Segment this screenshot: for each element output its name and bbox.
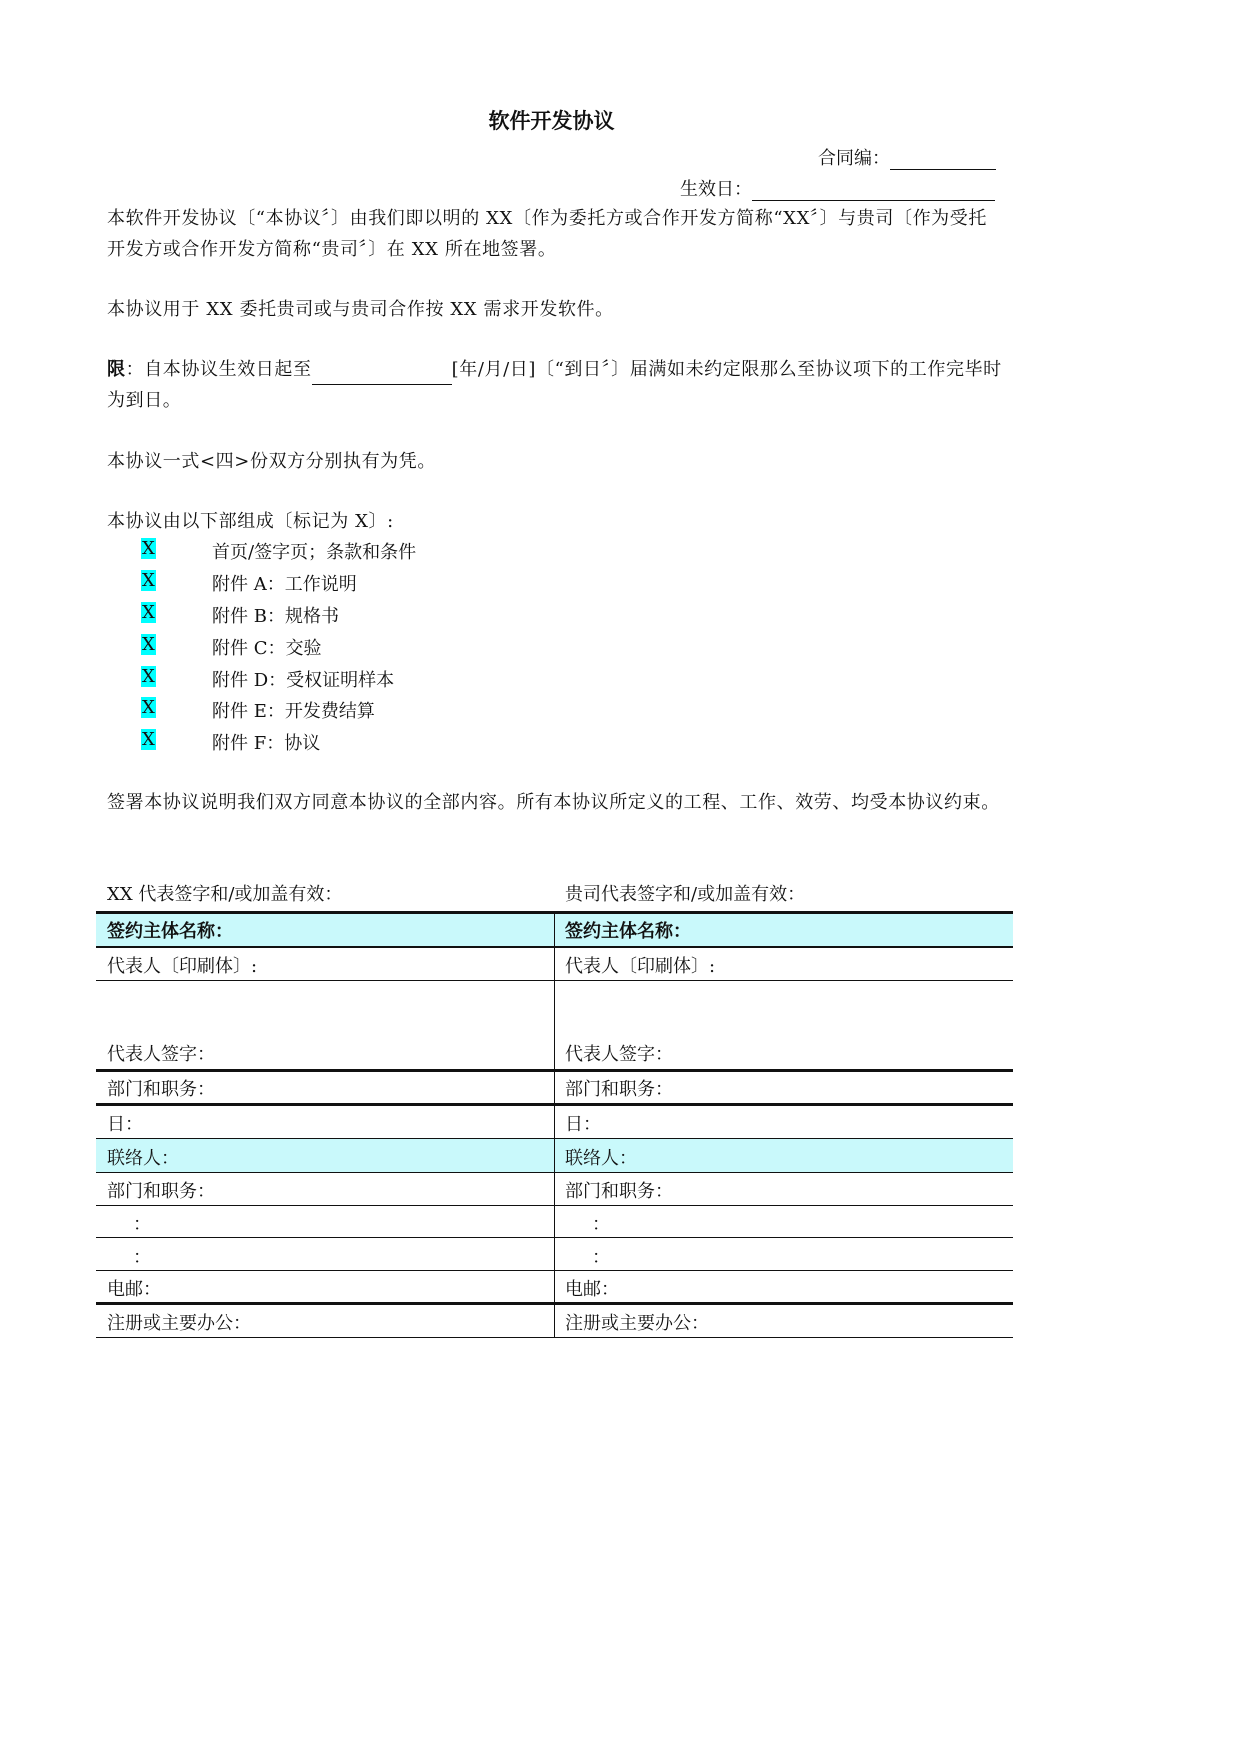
effective-date-label: 生效日： bbox=[680, 179, 752, 200]
component-label: 附件 B：规格书 bbox=[212, 606, 339, 627]
intro-paragraph: 本软件开发协议〔“本协议〞〕由我们即以明的 XX〔作为委托方或合作开发方简称“XX〞〕与贵司〔作为受托开发方或合作开发方简称“贵司〞〕在 XX 所在地签署。 bbox=[107, 208, 987, 260]
right-rep-signature[interactable]: 代表人签字： bbox=[565, 1044, 673, 1065]
left-office[interactable]: 注册或主要办公： bbox=[107, 1313, 251, 1334]
left-email[interactable]: 电邮： bbox=[107, 1279, 161, 1300]
left-blank-field-2[interactable]: ： bbox=[133, 1247, 151, 1268]
checkbox-mark[interactable]: X bbox=[142, 538, 155, 559]
left-blank-field-1[interactable]: ： bbox=[133, 1214, 151, 1235]
right-blank-field-2[interactable]: ： bbox=[592, 1247, 610, 1268]
component-label: 附件 D：受权证明样本 bbox=[212, 670, 395, 691]
term-text-2: [年/月/日]〔“到日〞〕届满如未约定限那么至协议项下的工作完毕时为到日。 bbox=[107, 359, 1002, 411]
component-label: 附件 A：工作说明 bbox=[212, 574, 357, 595]
checkbox-mark[interactable]: X bbox=[142, 697, 155, 718]
checkbox-mark[interactable]: X bbox=[142, 729, 155, 750]
component-label: 附件 E：开发费结算 bbox=[212, 701, 375, 722]
term-paragraph bbox=[107, 354, 1005, 416]
component-label: 附件 C：交验 bbox=[212, 638, 322, 659]
left-dept-title[interactable]: 部门和职务： bbox=[107, 1079, 215, 1100]
contract-number-field[interactable] bbox=[818, 144, 996, 170]
sign-right-heading: 贵司代表签字和/或加盖有效： bbox=[565, 884, 806, 905]
purpose-paragraph: 本协议用于 XX 委托贵司或与贵司合作按 XX 需求开发软件。 bbox=[107, 299, 614, 320]
term-label: 限 bbox=[107, 359, 126, 380]
checkbox-mark[interactable]: X bbox=[142, 570, 155, 591]
left-contact-dept[interactable]: 部门和职务： bbox=[107, 1181, 215, 1202]
left-rep-print[interactable]: 代表人〔印刷体〕: bbox=[107, 956, 258, 977]
right-entity-name[interactable]: 签约主体名称： bbox=[565, 921, 691, 942]
right-rep-print[interactable]: 代表人〔印刷体〕: bbox=[565, 956, 716, 977]
left-date[interactable]: 日： bbox=[107, 1114, 143, 1135]
left-contact[interactable]: 联络人： bbox=[107, 1148, 179, 1169]
copies-paragraph: 本协议一式<四>份双方分别执有为凭。 bbox=[107, 451, 436, 472]
component-label: 首页/签字页；条款和条件 bbox=[212, 542, 417, 563]
document-title: 软件开发协议 bbox=[488, 108, 615, 133]
table-column-divider bbox=[554, 912, 555, 1338]
effective-date-blank[interactable] bbox=[752, 180, 995, 201]
sign-left-heading: XX 代表签字和/或加盖有效： bbox=[107, 884, 343, 905]
left-rep-signature[interactable]: 代表人签字： bbox=[107, 1044, 215, 1065]
right-date[interactable]: 日： bbox=[565, 1114, 601, 1135]
component-label: 附件 F：协议 bbox=[212, 733, 321, 754]
right-dept-title[interactable]: 部门和职务： bbox=[565, 1079, 673, 1100]
right-blank-field-1[interactable]: ： bbox=[592, 1214, 610, 1235]
right-contact[interactable]: 联络人： bbox=[565, 1148, 637, 1169]
term-text-1: ：自本协议生效日起至 bbox=[125, 359, 312, 380]
right-office[interactable]: 注册或主要办公： bbox=[565, 1313, 709, 1334]
right-email[interactable]: 电邮： bbox=[565, 1279, 619, 1300]
closing-paragraph: 签署本协议说明我们双方同意本协议的全部内容。所有本协议所定义的工程、工作、效劳、均受本协议约束。 bbox=[107, 792, 1000, 813]
left-entity-name[interactable]: 签约主体名称： bbox=[107, 921, 233, 942]
checkbox-mark[interactable]: X bbox=[142, 634, 155, 655]
right-contact-dept[interactable]: 部门和职务： bbox=[565, 1181, 673, 1202]
contract-number-blank[interactable] bbox=[890, 149, 996, 170]
components-intro: 本协议由以下部组成〔标记为 X〕: bbox=[107, 511, 394, 532]
effective-date-field[interactable] bbox=[680, 175, 995, 201]
checkbox-mark[interactable]: X bbox=[142, 666, 155, 687]
contract-number-label: 合同编： bbox=[818, 148, 890, 169]
checkbox-mark[interactable]: X bbox=[142, 602, 155, 623]
term-date-blank[interactable] bbox=[312, 366, 452, 385]
